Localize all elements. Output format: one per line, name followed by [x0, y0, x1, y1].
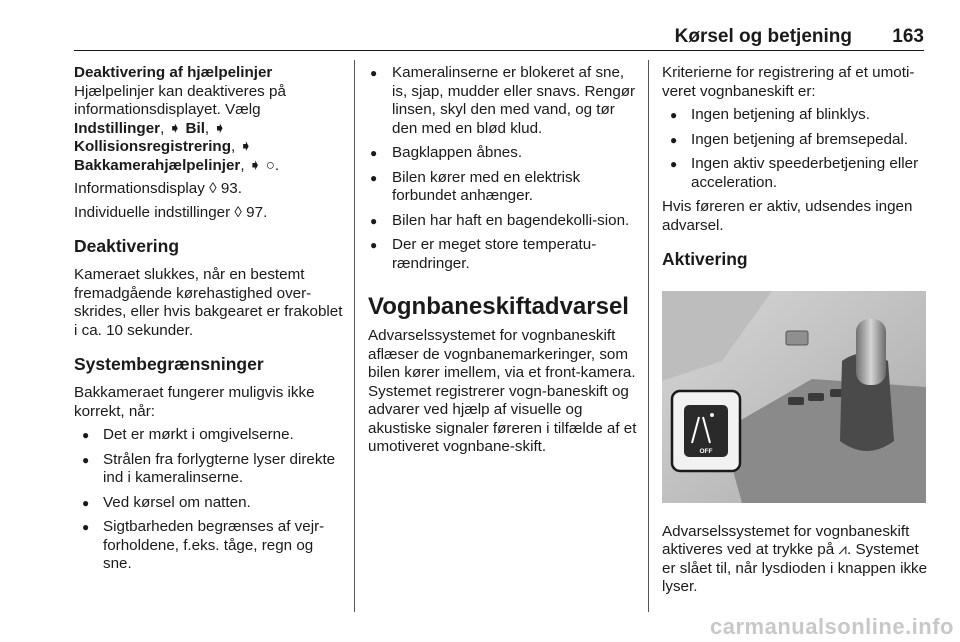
arrow-icon: ➧ [239, 138, 253, 155]
activation-text: Advarselssystemet for vognbaneskift aktiveres ved at trykke på ⩘. Systemet er slået til, når lysdioden i knappen ikke lyser. [662, 522, 928, 595]
arrow-icon: ➧ [213, 119, 227, 137]
help-text: Hjælpelinjer kan deaktiveres på informationsdisplayet. Vælg [74, 82, 286, 118]
column-divider-right [648, 60, 649, 612]
limits-list-continued [368, 64, 638, 273]
button-led [710, 413, 714, 417]
list-item: ● Strålen fra forlygterne lyser direkte ind i kameralinserne. [74, 451, 346, 488]
reference-icon: ◊ [234, 203, 242, 221]
help-lines-instructions [74, 83, 346, 176]
menu-camera-help: Bakkamerahjælpelinjer [74, 156, 241, 174]
gear-console-photo [662, 291, 926, 503]
console-switch [808, 393, 824, 401]
menu-car: Bil [185, 119, 205, 137]
lane-warning-text: Advarselssystemet for vognbaneskift aflæser de vognbanemarkeringer, som bilen kører imellem, via et front-kamera. Systemet registrerer vogn-baneskift og advarer ved hjælp af visuelle og akustiske signaler føreren i tilfælde af et umotiveret vognbane-skift. [368, 327, 637, 455]
watermark: carmanualsonline.info [710, 614, 954, 639]
list-item: ● Ingen aktiv speederbetjening eller acceleration. [662, 155, 928, 192]
menu-separator: , [240, 156, 249, 174]
circle-icon: ○ [265, 156, 275, 174]
sentence-period: . [274, 156, 280, 174]
heading-activation: Aktivering [662, 249, 748, 269]
arrow-icon: ➧ [168, 119, 182, 137]
criteria-intro: Kriterierne for registrering af et umoti-veret vognbaneskift er: [662, 64, 915, 100]
ref-info-display: Informationsdisplay ◊ 93. [74, 180, 242, 197]
list-item: ● Ingen betjening af blinklys. [662, 106, 928, 125]
column-middle [368, 64, 638, 462]
list-item: ● Det er mørkt i omgivelserne. [74, 426, 346, 445]
column-divider-left [354, 60, 355, 612]
list-item: ● Der er meget store temperatu-rændringer. [368, 236, 638, 273]
menu-separator: , [204, 119, 214, 137]
deactivation-text: Kameraet slukkes, når en bestemt fremadgående kørehastighed over-skrides, eller hvis bakgearet er frakoblet i ca. 10 sekunder. [74, 266, 343, 339]
heading-deactivate-help: Deaktivering af hjælpelinjer [74, 64, 273, 81]
usb-port [786, 331, 808, 345]
active-driver-text: Hvis føreren er aktiv, udsendes ingen advarsel. [662, 198, 913, 234]
section-title: Kørsel og betjening [674, 26, 852, 47]
ref-individual-settings: Individuelle indstillinger ◊ 97. [74, 203, 268, 221]
heading-system-limits: Systembegrænsninger [74, 354, 264, 374]
list-item: ● Kameralinserne er blokeret af sne, is, sjap, mudder eller snavs. Rengør linsen, skyl den med vand, og tør den med en blød klud. [368, 64, 638, 138]
gear-knob [856, 319, 886, 385]
criteria-list [662, 106, 928, 192]
list-item: ● Bilen har haft en bagendekolli-sion. [368, 212, 638, 231]
lane-button-icon: ⩘ [838, 541, 847, 558]
list-item: ● Ved kørsel om natten. [74, 494, 346, 513]
button-off-label: OFF [699, 448, 713, 455]
heading-deactivation: Deaktivering [74, 236, 180, 256]
page-number: 163 [892, 26, 924, 47]
menu-collision: Kollisionsregistrering [74, 138, 231, 155]
arrow-icon: ➧ [248, 156, 262, 174]
menu-settings: Indstillinger [74, 119, 161, 137]
list-item: ● Ingen betjening af bremsepedal. [662, 131, 928, 150]
list-item: ● Sigtbarheden begrænses af vejr-forholdene, f.eks. tåge, regn og sne. [74, 518, 346, 574]
limits-list [74, 426, 346, 574]
column-left [74, 64, 346, 580]
console-switch [788, 397, 804, 405]
heading-lane-change-warning: Vognbaneskiftadvarsel [368, 293, 629, 320]
page-header [74, 0, 924, 51]
limits-intro: Bakkameraet fungerer muligvis ikke korrekt, når: [74, 384, 315, 420]
list-item: ● Bilen kører med en elektrisk forbundet anhænger. [368, 169, 638, 206]
reference-icon: ◊ [209, 180, 217, 197]
menu-separator: , [160, 119, 169, 137]
column-right [662, 64, 928, 602]
menu-separator: , [230, 138, 240, 155]
list-item: ● Bagklappen åbnes. [368, 144, 638, 163]
